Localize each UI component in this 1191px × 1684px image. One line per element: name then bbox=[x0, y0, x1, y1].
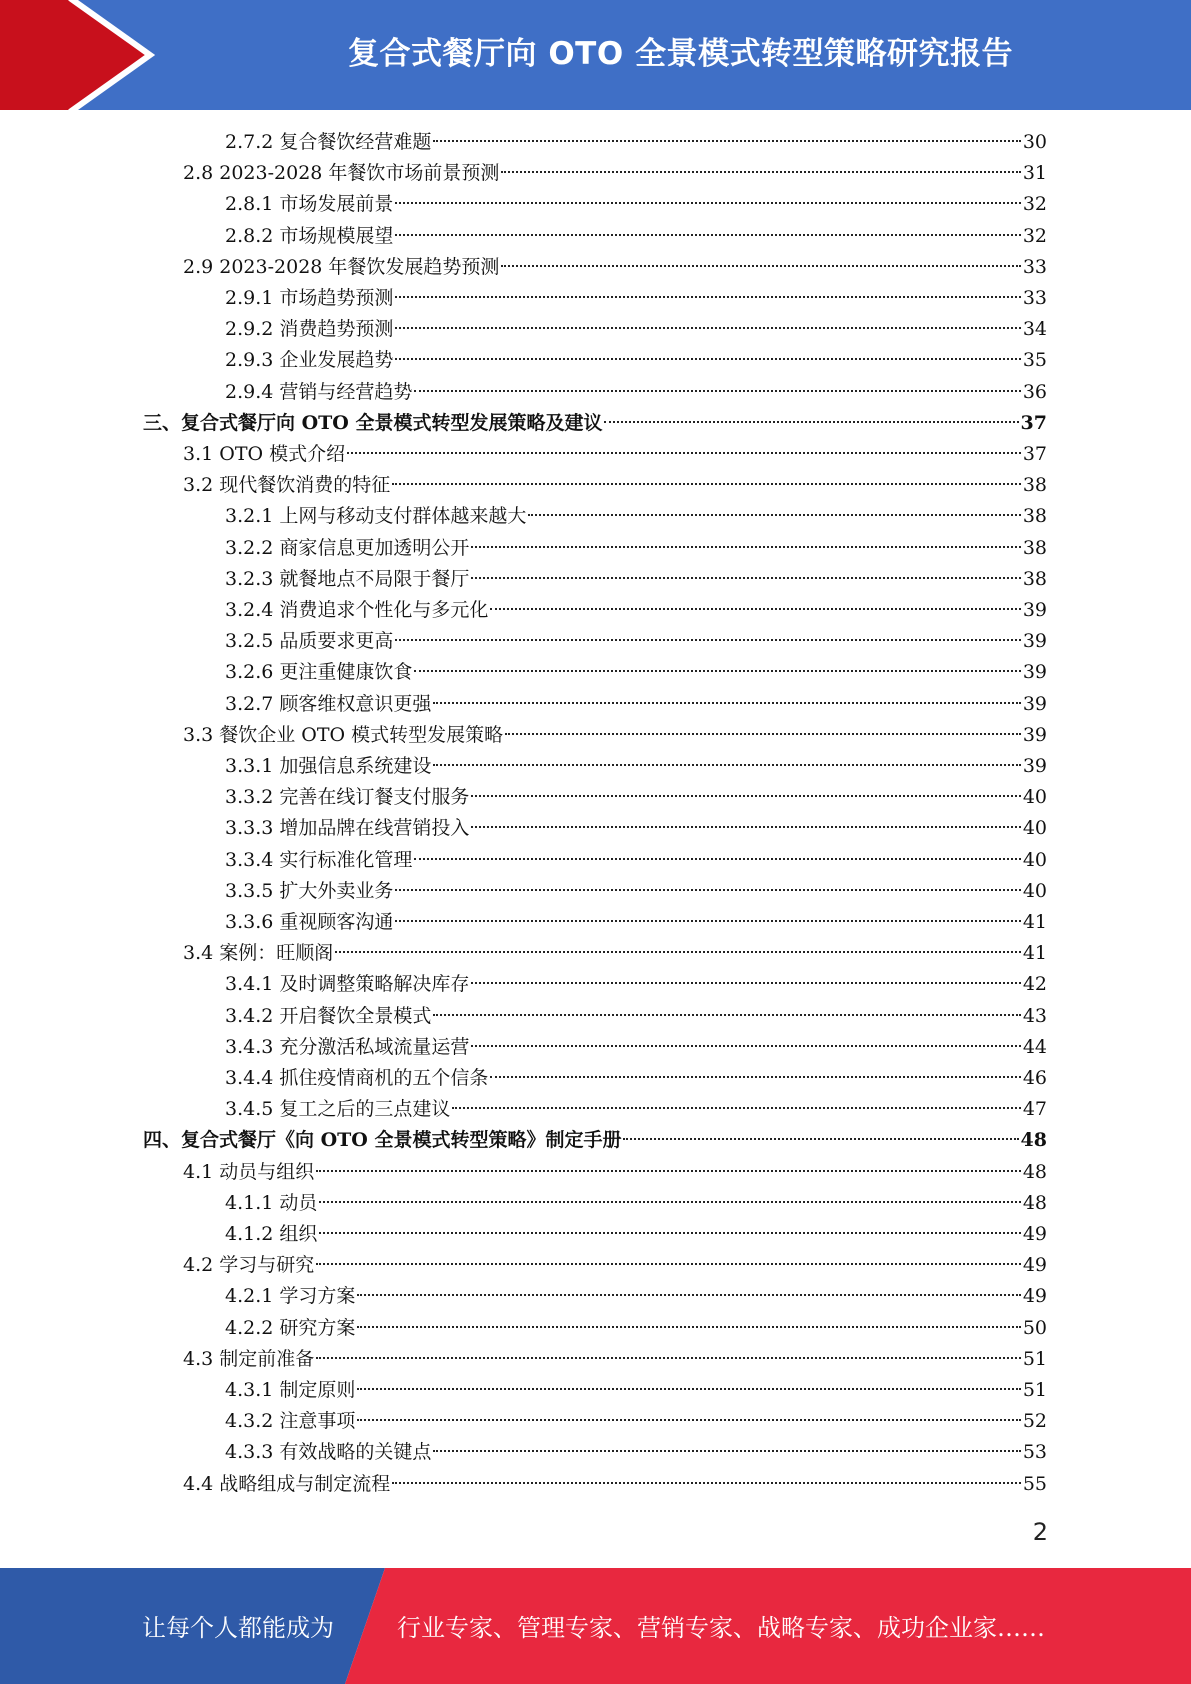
toc-entry-page: 39 bbox=[1022, 723, 1047, 746]
toc-entry[interactable] bbox=[143, 408, 1047, 439]
toc-entry-label: 2.8 2023-2028 年餐饮市场前景预测 bbox=[183, 162, 500, 185]
toc-entry[interactable] bbox=[183, 1344, 1047, 1375]
toc-dot-leader bbox=[357, 1294, 1020, 1296]
toc-entry-label: 3.2 现代餐饮消费的特征 bbox=[183, 474, 391, 497]
toc-entry-page: 48 bbox=[1020, 1129, 1047, 1152]
toc-entry-label: 2.9 2023-2028 年餐饮发展趋势预测 bbox=[183, 255, 500, 278]
toc-dot-leader bbox=[505, 733, 1021, 735]
toc-entry[interactable] bbox=[225, 657, 1047, 688]
toc-entry-label: 3.3.3 增加品牌在线营销投入 bbox=[225, 817, 470, 840]
toc-entry-page: 49 bbox=[1022, 1254, 1047, 1277]
toc-entry[interactable] bbox=[225, 1032, 1047, 1063]
toc-entry-page: 51 bbox=[1022, 1379, 1047, 1401]
page-number: 2 bbox=[1032, 1518, 1048, 1546]
toc-entry-page: 50 bbox=[1022, 1316, 1047, 1339]
toc-entry-label: 3.2.5 品质要求更高 bbox=[225, 630, 394, 653]
toc-entry[interactable] bbox=[225, 189, 1047, 220]
toc-entry[interactable] bbox=[225, 689, 1047, 720]
toc-entry-label: 3.3.2 完善在线订餐支付服务 bbox=[225, 786, 470, 809]
footer-slogan-left: 让每个人都能成为 bbox=[142, 1614, 334, 1642]
toc-entry-page: 46 bbox=[1022, 1067, 1047, 1089]
toc-entry-label: 三、复合式餐厅向 OTO 全景模式转型发展策略及建议 bbox=[143, 411, 603, 434]
toc-entry-page: 37 bbox=[1022, 443, 1047, 465]
toc-entry[interactable] bbox=[183, 470, 1047, 501]
toc-entry-label: 2.9.2 消费趋势预测 bbox=[225, 318, 394, 341]
toc-entry-label: 4.2 学习与研究 bbox=[183, 1254, 315, 1277]
toc-dot-leader bbox=[357, 1388, 1020, 1390]
toc-entry-page: 39 bbox=[1022, 661, 1047, 684]
toc-entry-page: 38 bbox=[1022, 474, 1047, 497]
toc-entry-page: 53 bbox=[1022, 1441, 1047, 1464]
toc-entry-page: 30 bbox=[1022, 131, 1047, 153]
toc-entry-page: 38 bbox=[1022, 536, 1047, 559]
toc-entry-page: 41 bbox=[1022, 911, 1047, 933]
toc-entry[interactable] bbox=[183, 158, 1047, 189]
toc-entry-label: 2.9.4 营销与经营趋势 bbox=[225, 380, 413, 403]
toc-dot-leader bbox=[471, 795, 1020, 797]
toc-entry-page: 38 bbox=[1022, 505, 1047, 528]
toc-dot-leader bbox=[471, 826, 1020, 828]
toc-entry-label: 3.3.1 加强信息系统建设 bbox=[225, 755, 432, 777]
toc-entry-page: 36 bbox=[1022, 380, 1047, 403]
toc-entry[interactable] bbox=[225, 1406, 1047, 1437]
toc-entry-page: 39 bbox=[1022, 755, 1047, 777]
toc-dot-leader bbox=[433, 764, 1020, 766]
toc-entry[interactable] bbox=[225, 1281, 1047, 1312]
toc-entry-label: 4.3 制定前准备 bbox=[183, 1347, 315, 1370]
toc-dot-leader bbox=[528, 514, 1020, 516]
toc-entry[interactable] bbox=[225, 1219, 1047, 1250]
toc-entry-label: 4.4 战略组成与制定流程 bbox=[183, 1472, 391, 1495]
toc-entry-label: 3.3.5 扩大外卖业务 bbox=[225, 879, 394, 902]
toc-entry-page: 48 bbox=[1022, 1160, 1047, 1183]
toc-entry-page: 40 bbox=[1022, 848, 1047, 871]
toc-entry-page: 32 bbox=[1022, 193, 1047, 216]
toc-entry[interactable] bbox=[225, 501, 1047, 532]
toc-entry-page: 40 bbox=[1022, 879, 1047, 902]
toc-entry-page: 43 bbox=[1022, 1004, 1047, 1027]
toc-dot-leader bbox=[604, 421, 1018, 423]
toc-entry[interactable] bbox=[225, 564, 1047, 595]
toc-entry-label: 4.2.2 研究方案 bbox=[225, 1316, 356, 1339]
toc-entry-label: 3.3.6 重视顾客沟通 bbox=[225, 911, 394, 933]
toc-entry-label: 2.7.2 复合餐饮经营难题 bbox=[225, 131, 432, 153]
toc-entry-label: 3.2.4 消费追求个性化与多元化 bbox=[225, 599, 489, 621]
toc-entry-label: 3.2.2 商家信息更加透明公开 bbox=[225, 536, 470, 559]
toc-entry[interactable] bbox=[183, 439, 1047, 470]
toc-entry[interactable] bbox=[183, 1157, 1047, 1188]
toc-entry-label: 4.1.2 组织 bbox=[225, 1223, 318, 1245]
toc-entry-label: 3.2.6 更注重健康饮食 bbox=[225, 661, 413, 684]
toc-entry-label: 2.9.1 市场趋势预测 bbox=[225, 287, 394, 309]
toc-dot-leader bbox=[452, 1107, 1020, 1109]
toc-entry[interactable] bbox=[225, 1001, 1047, 1032]
toc-entry-page: 38 bbox=[1022, 567, 1047, 590]
toc-entry[interactable] bbox=[225, 1437, 1047, 1468]
toc-dot-leader bbox=[471, 546, 1020, 548]
toc-entry-page: 55 bbox=[1022, 1472, 1047, 1495]
toc-entry-label: 4.2.1 学习方案 bbox=[225, 1285, 356, 1308]
toc-entry-label: 4.3.2 注意事项 bbox=[225, 1410, 356, 1433]
toc-entry-page: 40 bbox=[1022, 817, 1047, 840]
toc-entry-label: 4.3.1 制定原则 bbox=[225, 1379, 356, 1401]
toc-entry-label: 3.4 案例：旺顺阁 bbox=[183, 942, 334, 965]
toc-entry-page: 31 bbox=[1022, 162, 1047, 185]
footer-slogan-right: 行业专家、管理专家、营销专家、战略专家、成功企业家…… bbox=[397, 1614, 1045, 1642]
toc-dot-leader bbox=[335, 951, 1021, 953]
toc-entry[interactable] bbox=[225, 1094, 1047, 1125]
toc-entry[interactable] bbox=[225, 813, 1047, 844]
toc-entry-page: 34 bbox=[1022, 318, 1047, 341]
toc-entry-page: 52 bbox=[1022, 1410, 1047, 1433]
toc-dot-leader bbox=[316, 1357, 1021, 1359]
toc-entry-label: 3.4.3 充分激活私域流量运营 bbox=[225, 1035, 470, 1058]
toc-entry[interactable] bbox=[183, 252, 1047, 283]
toc-dot-leader bbox=[433, 1014, 1020, 1016]
toc-entry[interactable] bbox=[225, 751, 1047, 782]
toc-dot-leader bbox=[395, 202, 1020, 204]
toc-dot-leader bbox=[395, 639, 1020, 641]
toc-entry-label: 4.3.3 有效战略的关键点 bbox=[225, 1441, 432, 1464]
toc-entry-page: 49 bbox=[1022, 1285, 1047, 1308]
toc-dot-leader bbox=[395, 920, 1020, 922]
toc-dot-leader bbox=[392, 483, 1021, 485]
toc-dot-leader bbox=[357, 1419, 1020, 1421]
toc-dot-leader bbox=[623, 1138, 1018, 1140]
toc-entry-page: 39 bbox=[1022, 599, 1047, 621]
toc-entry[interactable] bbox=[225, 1188, 1047, 1219]
toc-dot-leader bbox=[414, 670, 1020, 672]
toc-dot-leader bbox=[414, 390, 1020, 392]
toc-entry[interactable] bbox=[225, 345, 1047, 376]
toc-entry-page: 51 bbox=[1022, 1347, 1047, 1370]
toc-dot-leader bbox=[490, 608, 1020, 610]
toc-entry-label: 3.3.4 实行标准化管理 bbox=[225, 848, 413, 871]
toc-entry[interactable] bbox=[183, 1469, 1047, 1500]
toc-entry-page: 41 bbox=[1022, 942, 1047, 965]
toc-entry-page: 33 bbox=[1022, 255, 1047, 278]
toc-entry-page: 47 bbox=[1022, 1098, 1047, 1121]
toc-dot-leader bbox=[395, 296, 1020, 298]
toc-entry-label: 2.9.3 企业发展趋势 bbox=[225, 349, 394, 372]
toc-entry[interactable] bbox=[225, 1375, 1047, 1406]
toc-dot-leader bbox=[471, 982, 1020, 984]
toc-entry-label: 2.8.1 市场发展前景 bbox=[225, 193, 394, 216]
toc-dot-leader bbox=[471, 1045, 1020, 1047]
toc-entry[interactable] bbox=[225, 221, 1047, 252]
toc-entry[interactable] bbox=[225, 626, 1047, 657]
toc-dot-leader bbox=[347, 452, 1021, 454]
toc-dot-leader bbox=[471, 577, 1020, 579]
toc-dot-leader bbox=[433, 702, 1020, 704]
toc-entry[interactable] bbox=[225, 127, 1047, 158]
toc-entry-label: 四、复合式餐厅《向 OTO 全景模式转型策略》制定手册 bbox=[143, 1129, 622, 1152]
page-header bbox=[0, 0, 1191, 110]
toc-entry-label: 3.3 餐饮企业 OTO 模式转型发展策略 bbox=[183, 723, 504, 746]
toc-dot-leader bbox=[319, 1232, 1020, 1234]
toc-entry-label: 3.4.2 开启餐饮全景模式 bbox=[225, 1004, 432, 1027]
toc-entry-label: 3.2.1 上网与移动支付群体越来越大 bbox=[225, 505, 527, 528]
toc-dot-leader bbox=[395, 327, 1020, 329]
toc-entry[interactable] bbox=[225, 595, 1047, 626]
toc-dot-leader bbox=[395, 889, 1020, 891]
toc-entry-page: 44 bbox=[1022, 1035, 1047, 1058]
toc-entry-page: 49 bbox=[1022, 1223, 1047, 1245]
toc-dot-leader bbox=[316, 1170, 1021, 1172]
toc-entry[interactable] bbox=[225, 782, 1047, 813]
toc-entry[interactable] bbox=[225, 969, 1047, 1000]
toc-dot-leader bbox=[501, 265, 1020, 267]
toc-entry[interactable] bbox=[225, 283, 1047, 314]
toc-entry-page: 48 bbox=[1022, 1191, 1047, 1214]
toc-entry[interactable] bbox=[225, 377, 1047, 408]
toc-entry[interactable] bbox=[225, 1313, 1047, 1344]
page-footer bbox=[0, 1568, 1191, 1684]
toc-entry-page: 32 bbox=[1022, 224, 1047, 247]
toc-entry-label: 3.1 OTO 模式介绍 bbox=[183, 443, 346, 465]
toc-entry-page: 33 bbox=[1022, 287, 1047, 309]
toc-dot-leader bbox=[414, 858, 1020, 860]
toc-dot-leader bbox=[433, 140, 1020, 142]
toc-entry[interactable] bbox=[183, 938, 1047, 969]
toc-dot-leader bbox=[319, 1201, 1020, 1203]
toc-dot-leader bbox=[316, 1263, 1021, 1265]
toc-entry-page: 39 bbox=[1022, 692, 1047, 715]
toc-entry-label: 3.4.5 复工之后的三点建议 bbox=[225, 1098, 451, 1121]
toc-entry[interactable] bbox=[225, 845, 1047, 876]
toc-entry-label: 2.8.2 市场规模展望 bbox=[225, 224, 394, 247]
toc-dot-leader bbox=[490, 1076, 1020, 1078]
toc-dot-leader bbox=[501, 171, 1020, 173]
toc-entry[interactable] bbox=[143, 1125, 1047, 1156]
toc-entry[interactable] bbox=[183, 720, 1047, 751]
toc-entry-label: 4.1 动员与组织 bbox=[183, 1160, 315, 1183]
toc-dot-leader bbox=[392, 1482, 1021, 1484]
toc-entry-label: 3.2.7 顾客维权意识更强 bbox=[225, 692, 432, 715]
toc-entry-label: 3.4.1 及时调整策略解决库存 bbox=[225, 973, 470, 996]
toc-dot-leader bbox=[395, 358, 1020, 360]
header-arrow-decoration bbox=[0, 0, 200, 110]
toc-entry-page: 39 bbox=[1022, 630, 1047, 653]
toc-entry-page: 35 bbox=[1022, 349, 1047, 372]
toc-entry[interactable] bbox=[225, 314, 1047, 345]
toc-entry[interactable] bbox=[225, 1063, 1047, 1094]
toc-entry-label: 3.2.3 就餐地点不局限于餐厅 bbox=[225, 567, 470, 590]
toc-entry-page: 40 bbox=[1022, 786, 1047, 809]
toc-entry-page: 42 bbox=[1022, 973, 1047, 996]
toc-entry-label: 4.1.1 动员 bbox=[225, 1191, 318, 1214]
report-title: 复合式餐厅向 OTO 全景模式转型策略研究报告 bbox=[348, 36, 1013, 72]
toc-entry[interactable] bbox=[183, 1250, 1047, 1281]
toc-entry[interactable] bbox=[225, 876, 1047, 907]
toc-entry-page: 37 bbox=[1020, 411, 1047, 434]
toc-dot-leader bbox=[395, 234, 1020, 236]
toc-dot-leader bbox=[357, 1326, 1020, 1328]
toc-dot-leader bbox=[433, 1450, 1020, 1452]
toc-entry[interactable] bbox=[225, 907, 1047, 938]
toc-entry-label: 3.4.4 抓住疫情商机的五个信条 bbox=[225, 1067, 489, 1089]
toc-entry[interactable] bbox=[225, 533, 1047, 564]
